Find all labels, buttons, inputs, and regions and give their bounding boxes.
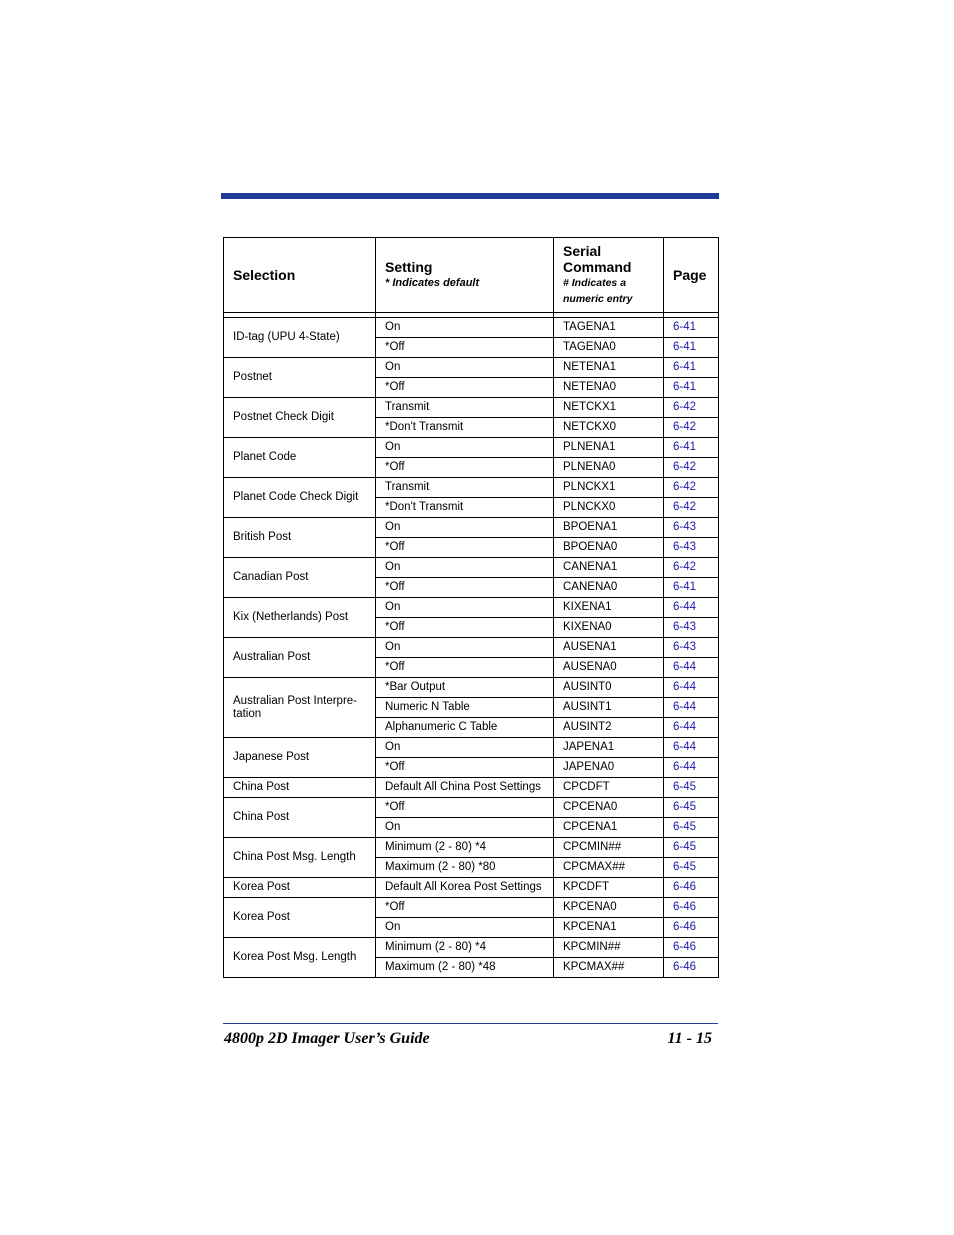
table-row xyxy=(224,318,719,338)
serial-command-cell: CPCENA0 xyxy=(554,798,664,818)
page-cell xyxy=(664,678,719,698)
serial-command-cell: KIXENA0 xyxy=(554,618,664,638)
selection-cell: ID-tag (UPU 4-State) xyxy=(224,318,376,358)
setting-cell: On xyxy=(376,558,554,578)
page-cell xyxy=(664,558,719,578)
page-link[interactable]: 6-45 xyxy=(673,841,697,853)
footer-page-number: 11 - 15 xyxy=(667,1030,712,1047)
page-link[interactable]: 6-46 xyxy=(673,881,697,893)
page-link[interactable]: 6-44 xyxy=(673,681,697,693)
footer-rule xyxy=(223,1023,718,1024)
page-cell xyxy=(664,958,719,978)
page-cell xyxy=(664,738,719,758)
page-link[interactable]: 6-46 xyxy=(673,901,697,913)
page-link[interactable]: 6-43 xyxy=(673,541,697,553)
header-selection: Selection xyxy=(224,238,376,313)
serial-command-cell: PLNENA1 xyxy=(554,438,664,458)
table-row xyxy=(224,898,719,918)
page-cell xyxy=(664,538,719,558)
page-cell xyxy=(664,478,719,498)
page-cell xyxy=(664,778,719,798)
setting-cell: Maximum (2 - 80) *48 xyxy=(376,958,554,978)
page-link[interactable]: 6-41 xyxy=(673,321,697,333)
selection-cell: Korea Post xyxy=(224,898,376,938)
selection-cell: Kix (Netherlands) Post xyxy=(224,598,376,638)
serial-command-cell: BPOENA0 xyxy=(554,538,664,558)
serial-command-cell: NETENA0 xyxy=(554,378,664,398)
header-rule xyxy=(221,193,719,199)
page-cell xyxy=(664,898,719,918)
serial-command-cell: CPCDFT xyxy=(554,778,664,798)
selection-cell: Australian Post Interpre-tation xyxy=(224,678,376,738)
table-row xyxy=(224,398,719,418)
serial-command-cell: CPCMIN## xyxy=(554,838,664,858)
page-link[interactable]: 6-44 xyxy=(673,701,697,713)
serial-command-cell: TAGENA0 xyxy=(554,338,664,358)
serial-command-cell: KPCENA1 xyxy=(554,918,664,938)
selection-cell: Postnet Check Digit xyxy=(224,398,376,438)
selection-cell: China Post Msg. Length xyxy=(224,838,376,878)
serial-command-cell: PLNENA0 xyxy=(554,458,664,478)
page-link[interactable]: 6-41 xyxy=(673,581,697,593)
page-cell xyxy=(664,918,719,938)
serial-command-cell: KIXENA1 xyxy=(554,598,664,618)
selection-cell: Australian Post xyxy=(224,638,376,678)
header-page: Page xyxy=(664,238,719,313)
header-serial-command: Serial Command # Indicates a numeric entry xyxy=(554,238,664,313)
serial-command-cell: TAGENA1 xyxy=(554,318,664,338)
header-serial-note: # Indicates a numeric entry xyxy=(563,277,633,305)
selection-cell: China Post xyxy=(224,798,376,838)
table-row xyxy=(224,438,719,458)
table-row xyxy=(224,798,719,818)
serial-command-cell: PLNCKX1 xyxy=(554,478,664,498)
setting-cell: Default All Korea Post Settings xyxy=(376,878,554,898)
page-link[interactable]: 6-41 xyxy=(673,441,697,453)
setting-cell: Maximum (2 - 80) *80 xyxy=(376,858,554,878)
setting-cell: *Off xyxy=(376,658,554,678)
page-cell xyxy=(664,938,719,958)
page-link[interactable]: 6-42 xyxy=(673,501,697,513)
setting-cell: On xyxy=(376,638,554,658)
selection-cell: Korea Post xyxy=(224,878,376,898)
page-cell xyxy=(664,358,719,378)
serial-command-cell: PLNCKX0 xyxy=(554,498,664,518)
selection-cell: Canadian Post xyxy=(224,558,376,598)
page-cell xyxy=(664,758,719,778)
table-body xyxy=(224,313,719,978)
serial-command-cell: AUSINT1 xyxy=(554,698,664,718)
settings-table xyxy=(223,237,719,978)
setting-cell: *Bar Output xyxy=(376,678,554,698)
selection-cell: Japanese Post xyxy=(224,738,376,778)
serial-command-cell: AUSENA1 xyxy=(554,638,664,658)
setting-cell: *Off xyxy=(376,798,554,818)
setting-cell: *Off xyxy=(376,898,554,918)
page-link[interactable]: 6-41 xyxy=(673,381,697,393)
table-row xyxy=(224,878,719,898)
serial-command-cell: KPCDFT xyxy=(554,878,664,898)
page-link[interactable]: 6-42 xyxy=(673,421,697,433)
setting-cell: *Off xyxy=(376,758,554,778)
page-cell xyxy=(664,518,719,538)
page-cell xyxy=(664,718,719,738)
page-cell xyxy=(664,318,719,338)
page-link[interactable]: 6-42 xyxy=(673,461,697,473)
serial-command-cell: AUSINT2 xyxy=(554,718,664,738)
serial-command-cell: NETCKX0 xyxy=(554,418,664,438)
selection-cell: Postnet xyxy=(224,358,376,398)
table-row xyxy=(224,838,719,858)
page-cell xyxy=(664,818,719,838)
page-cell xyxy=(664,458,719,478)
footer-title: 4800p 2D Imager User’s Guide xyxy=(224,1030,430,1047)
setting-cell: *Off xyxy=(376,578,554,598)
serial-command-cell: KPCMIN## xyxy=(554,938,664,958)
serial-command-cell: CANENA0 xyxy=(554,578,664,598)
setting-cell: On xyxy=(376,438,554,458)
setting-cell: On xyxy=(376,818,554,838)
page-cell xyxy=(664,698,719,718)
setting-cell: On xyxy=(376,358,554,378)
serial-command-cell: AUSENA0 xyxy=(554,658,664,678)
serial-command-cell: NETCKX1 xyxy=(554,398,664,418)
page-link[interactable]: 6-44 xyxy=(673,661,697,673)
setting-cell: On xyxy=(376,318,554,338)
serial-command-cell: CANENA1 xyxy=(554,558,664,578)
serial-command-cell: JAPENA0 xyxy=(554,758,664,778)
page-cell xyxy=(664,578,719,598)
page-link[interactable]: 6-41 xyxy=(673,361,697,373)
page-link[interactable]: 6-43 xyxy=(673,521,697,533)
page-cell xyxy=(664,418,719,438)
page-link[interactable]: 6-45 xyxy=(673,821,697,833)
table-row xyxy=(224,598,719,618)
table-row xyxy=(224,678,719,698)
page-cell xyxy=(664,878,719,898)
table-row xyxy=(224,558,719,578)
setting-cell: *Off xyxy=(376,378,554,398)
page-link[interactable]: 6-45 xyxy=(673,801,697,813)
page-cell xyxy=(664,618,719,638)
page-link[interactable]: 6-45 xyxy=(673,781,697,793)
page-cell xyxy=(664,498,719,518)
header-setting: Setting * Indicates default xyxy=(376,238,554,313)
table-row xyxy=(224,778,719,798)
table-row xyxy=(224,938,719,958)
setting-cell: *Off xyxy=(376,338,554,358)
setting-cell: *Off xyxy=(376,458,554,478)
table-row xyxy=(224,478,719,498)
page-link[interactable]: 6-44 xyxy=(673,601,697,613)
header-setting-note: * Indicates default xyxy=(385,277,480,289)
page-cell xyxy=(664,338,719,358)
setting-cell: On xyxy=(376,518,554,538)
setting-cell: Transmit xyxy=(376,398,554,418)
page-link[interactable]: 6-44 xyxy=(673,721,697,733)
page-link[interactable]: 6-46 xyxy=(673,961,697,973)
page-cell xyxy=(664,378,719,398)
page-cell xyxy=(664,398,719,418)
page-link[interactable]: 6-46 xyxy=(673,921,697,933)
setting-cell: On xyxy=(376,598,554,618)
page-link[interactable]: 6-45 xyxy=(673,861,697,873)
setting-cell: *Off xyxy=(376,538,554,558)
selection-cell: Korea Post Msg. Length xyxy=(224,938,376,978)
serial-command-cell: JAPENA1 xyxy=(554,738,664,758)
page-link[interactable]: 6-42 xyxy=(673,561,697,573)
serial-command-cell: BPOENA1 xyxy=(554,518,664,538)
table-row xyxy=(224,518,719,538)
page-cell xyxy=(664,838,719,858)
table-header-row xyxy=(224,238,719,313)
page-link[interactable]: 6-46 xyxy=(673,941,697,953)
page-link[interactable]: 6-41 xyxy=(673,341,697,353)
selection-cell: Planet Code Check Digit xyxy=(224,478,376,518)
setting-cell: Default All China Post Settings xyxy=(376,778,554,798)
serial-command-cell: KPCMAX## xyxy=(554,958,664,978)
page-cell xyxy=(664,638,719,658)
page-link[interactable]: 6-43 xyxy=(673,621,697,633)
serial-command-cell: NETENA1 xyxy=(554,358,664,378)
table-row xyxy=(224,738,719,758)
page-cell xyxy=(664,798,719,818)
serial-command-cell: CPCMAX## xyxy=(554,858,664,878)
setting-cell: Alphanumeric C Table xyxy=(376,718,554,738)
page-cell xyxy=(664,438,719,458)
serial-command-cell: KPCENA0 xyxy=(554,898,664,918)
setting-cell: *Don't Transmit xyxy=(376,498,554,518)
setting-cell: *Off xyxy=(376,618,554,638)
setting-cell: *Don't Transmit xyxy=(376,418,554,438)
setting-cell: On xyxy=(376,738,554,758)
page-cell xyxy=(664,858,719,878)
setting-cell: Minimum (2 - 80) *4 xyxy=(376,938,554,958)
page-link[interactable]: 6-44 xyxy=(673,741,697,753)
page-cell xyxy=(664,598,719,618)
page-link[interactable]: 6-42 xyxy=(673,401,697,413)
setting-cell: Numeric N Table xyxy=(376,698,554,718)
table-row xyxy=(224,358,719,378)
selection-cell: China Post xyxy=(224,778,376,798)
page-link[interactable]: 6-44 xyxy=(673,761,697,773)
page-cell xyxy=(664,658,719,678)
setting-cell: On xyxy=(376,918,554,938)
page-link[interactable]: 6-42 xyxy=(673,481,697,493)
setting-cell: Transmit xyxy=(376,478,554,498)
selection-cell: British Post xyxy=(224,518,376,558)
selection-cell: Planet Code xyxy=(224,438,376,478)
page-link[interactable]: 6-43 xyxy=(673,641,697,653)
table-row xyxy=(224,638,719,658)
serial-command-cell: AUSINT0 xyxy=(554,678,664,698)
setting-cell: Minimum (2 - 80) *4 xyxy=(376,838,554,858)
serial-command-cell: CPCENA1 xyxy=(554,818,664,838)
